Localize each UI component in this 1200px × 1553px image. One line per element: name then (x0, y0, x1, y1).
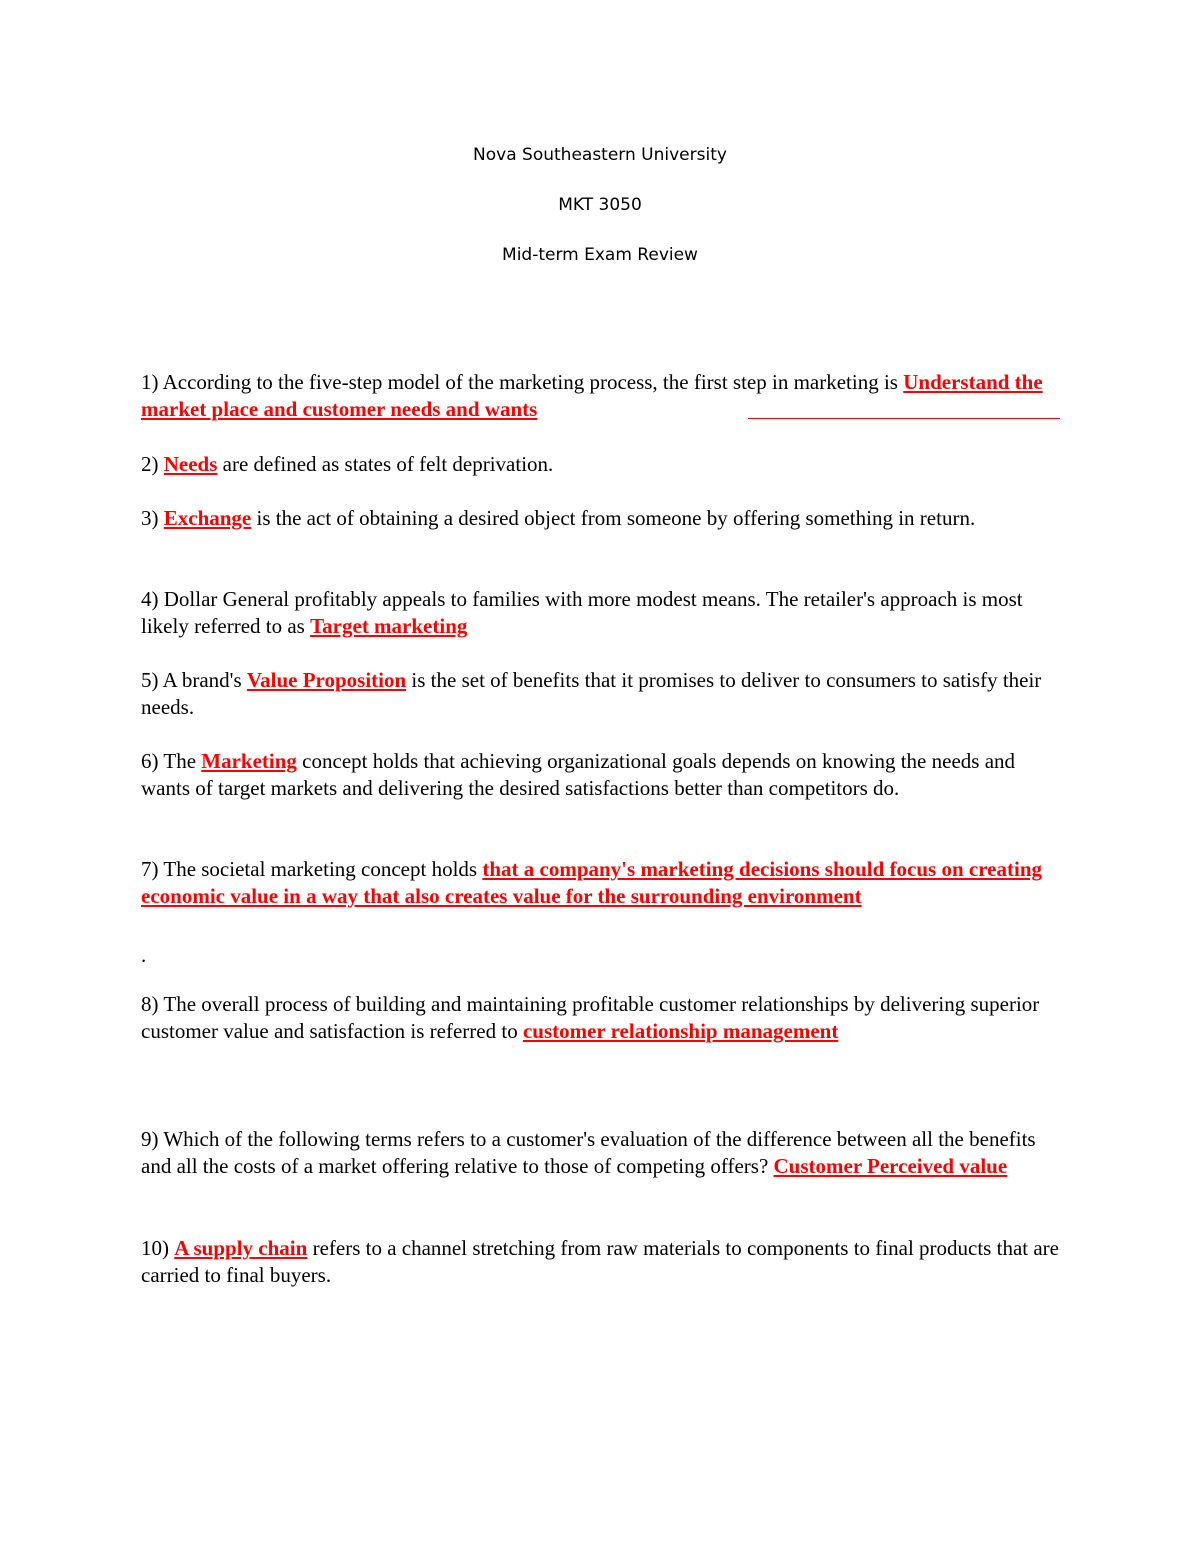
question-text: 2) (141, 452, 164, 476)
question-text: 10) (141, 1236, 175, 1260)
answer: Understand the market place and customer needs and wants (141, 370, 1043, 421)
answer: A supply chain (174, 1236, 308, 1260)
answer-blank-line (748, 418, 1060, 419)
answer: that a company's marketing decisions should focus on creating economic value in a way that also creates value for the surrounding environment (141, 857, 1043, 908)
question-8 (141, 991, 1066, 1045)
question-text-after: is the act of obtaining a desired object from someone by offering something in return. (251, 506, 976, 530)
university-name: Nova Southeastern University (473, 145, 727, 165)
question-text: 4) Dollar General profitably appeals to families with more modest means. The retailer's approach is most likely referred to as (141, 587, 1023, 638)
question-10 (141, 1235, 1066, 1289)
question-7 (141, 856, 1066, 910)
page-title: Mid-term Exam Review (502, 245, 698, 265)
question-1 (141, 369, 1066, 423)
answer: customer relationship management (522, 1019, 839, 1043)
question-text-after: concept holds that achieving organizational goals depends on knowing the needs and wants of target markets and delivering the desired satisfactions better than competitors do. (141, 749, 1016, 800)
stray-period: . (141, 943, 147, 967)
question-text: 8) The overall process of building and maintaining profitable customer relationships by delivering superior customer value and satisfaction is referred to (141, 992, 1040, 1043)
question-text: 3) (141, 506, 164, 530)
question-text-after: refers to a channel stretching from raw materials to components to final products that are carried to final buyers. (141, 1236, 1059, 1287)
question-text: 6) The (141, 749, 202, 773)
question-text: 1) According to the five-step model of the marketing process, the first step in marketing is (141, 370, 904, 394)
answer: Target marketing (310, 614, 468, 638)
question-4 (141, 586, 1066, 640)
answer: Marketing (201, 749, 297, 773)
question-text-after: is the set of benefits that it promises to deliver to consumers to satisfy their needs. (141, 668, 1042, 719)
course-code: MKT 3050 (558, 195, 642, 215)
answer: Exchange (163, 506, 252, 530)
question-5 (141, 667, 1066, 721)
question-text: 5) A brand's (141, 668, 247, 692)
answer: Value Proposition (246, 668, 407, 692)
question-6 (141, 748, 1066, 802)
answer: Needs (163, 452, 218, 476)
question-3 (141, 505, 1066, 532)
answer: Customer Perceived value (773, 1154, 1008, 1178)
question-9 (141, 1126, 1066, 1180)
question-text-after: are defined as states of felt deprivation. (217, 452, 554, 476)
question-text: 7) The societal marketing concept holds (141, 857, 483, 881)
question-2 (141, 451, 1066, 478)
question-text: 9) Which of the following terms refers to a customer's evaluation of the difference between all the benefits and all the costs of a market offering relative to those of competing offers? (141, 1127, 1036, 1178)
